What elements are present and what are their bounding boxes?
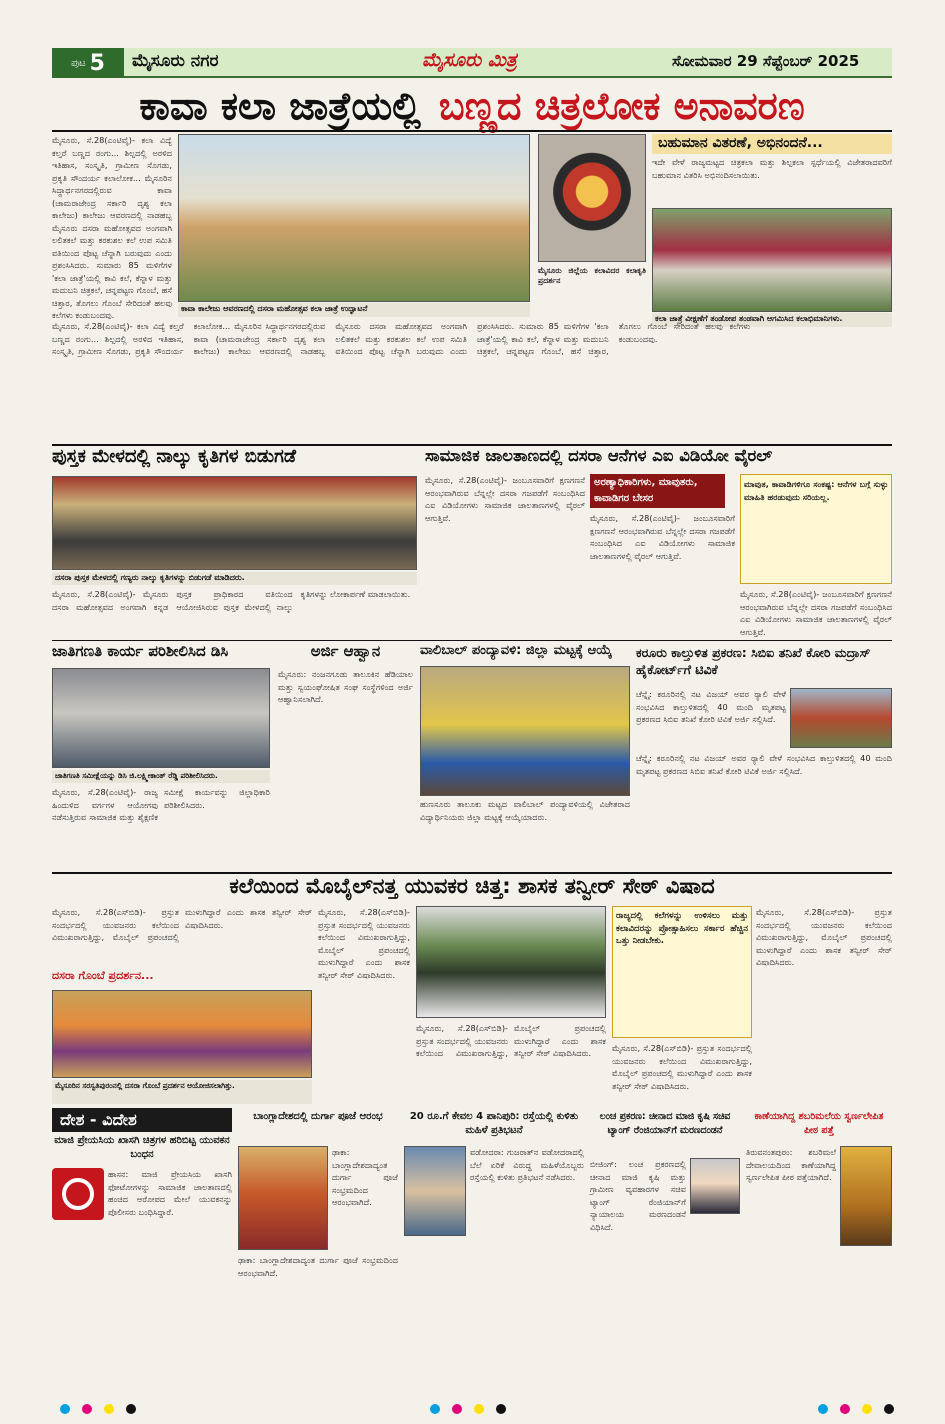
yellow-dot xyxy=(862,1404,872,1414)
award-body: ಇದೇ ವೇಳೆ ರಾಜ್ಯಮಟ್ಟದ ಚಿತ್ರಕಲಾ ಮತ್ತು ಶಿಲ್ಪಕಲಾ ಸ್ಪರ್ಧೆಯಲ್ಲಿ ವಿಜೇತರಾದವರಿಗೆ ಬಹುಮಾನ ವಿತರಿಸಿ ಅಭಿನಂದಿಸಲಾಯಿತು. xyxy=(652,157,892,180)
tanveer-body-3: ಮೈಸೂರು, ಸೆ.28(ಎಸ್‌ಬಿಡಿ)- ಪ್ರಸ್ತುತ ಸಂದರ್ಭದಲ್ಲಿ ಯುವಜನರು ಕಲೆಯಿಂದ ವಿಮುಖರಾಗುತ್ತಿದ್ದು, ಮೊಬೈಲ್ ಪ್ರಪಂಚದಲ್ಲಿ ಮುಳುಗಿದ್ದಾರೆ ಎಂದು ಶಾಸಕ ತನ್ವೀರ್ ಸೇಠ್ ವಿಷಾದಿಸಿದರು. xyxy=(416,1023,606,1058)
brief-headline: ಲಂಚ ಪ್ರಕರಣ: ಚೀನಾದ ಮಾಜಿ ಕೃಷಿ ಸಚಿವ ಟ್ಯಾಂಗ್ ರೆಂಜಿಯಾನ್‌ಗೆ ಮರಣದಂಡನೆ xyxy=(599,1111,731,1136)
story-headline: ಸಾಮಾಜಿಕ ಜಾಲತಾಣದಲ್ಲಿ ದಸರಾ ಆನೆಗಳ ಎಐ ವಿಡಿಯೋ ವೈರಲ್ xyxy=(425,446,773,465)
ai-video-body: ಮೈಸೂರು, ಸೆ.28(ಎಂಟಿವೈ)- ಜಂಬೂಸವಾರಿಗೆ ಕ್ಷಣಗಣನೆ ಆರಂಭವಾಗಿರುವ ಬೆನ್ನಲ್ಲೇ ದಸರಾ ಗಜಪಡೆಗೆ ಸಂಬಂಧಿಸಿದ ಎಐ ವಿಡಿಯೋಗಳು ಸಾಮಾಜಿಕ ಜಾಲತಾಣಗಳಲ್ಲಿ ವೈರಲ್ ಆಗುತ್ತಿವೆ. xyxy=(425,475,585,523)
cyan-dot xyxy=(430,1404,440,1414)
award-title-bar xyxy=(652,134,892,154)
lead-headline-part-1: ಕಾವಾ ಕಲಾ ಜಾತ್ರೆಯಲ್ಲಿ xyxy=(139,84,421,128)
black-dot xyxy=(496,1404,506,1414)
lead-photo xyxy=(178,134,530,302)
tanveer-body-5: ಮೈಸೂರು, ಸೆ.28(ಎಸ್‌ಬಿಡಿ)- ಪ್ರಸ್ತುತ ಸಂದರ್ಭದಲ್ಲಿ ಯುವಜನರು ಕಲೆಯಿಂದ ವಿಮುಖರಾಗುತ್ತಿದ್ದು, ಮೊಬೈಲ್ ಪ್ರಪಂಚದಲ್ಲಿ ಮುಳುಗಿದ್ದಾರೆ ಎಂದು ಶಾಸಕ ತನ್ವೀರ್ ಸೇಠ್ ವಿಷಾದಿಸಿದರು. xyxy=(756,907,892,967)
tanveer-body-2: ಮೈಸೂರು, ಸೆ.28(ಎಸ್‌ಬಿಡಿ)- ಪ್ರಸ್ತುತ ಸಂದರ್ಭದಲ್ಲಿ ಯುವಜನರು ಕಲೆಯಿಂದ ವಿಮುಖರಾಗುತ್ತಿದ್ದು, ಮೊಬೈಲ್ ಪ್ರಪಂಚದಲ್ಲಿ ಮುಳುಗಿದ್ದಾರೆ ಎಂದು ಶಾಸಕ ತನ್ವೀರ್ ಸೇಠ್ ವಿಷಾದಿಸಿದರು. xyxy=(318,907,410,980)
fair-crowd-caption: ಕಲಾ ಜಾತ್ರೆ ವೀಕ್ಷಣೆಗೆ ತಂಡೋಪ ತಂಡವಾಗಿ ಆಗಮಿಸಿದ ಕಲಾಭಿಮಾನಿಗಳು. xyxy=(652,313,892,327)
black-dot xyxy=(884,1404,894,1414)
lead-body-continued: ಮೈಸೂರು, ಸೆ.28(ಎಂಟಿವೈ)- ಕಲಾ ವಿದ್ಯೆ ಕಲ್ತರೆ ಬಣ್ಣದ ರಂಗು... ಶಿಲ್ಪದಲ್ಲಿ ಅರಳಿದ ಇತಿಹಾಸ, ಸಂಸ್ಕೃತಿ, ಗ್ರಾಮೀಣ ಸೊಗಡು, ಪ್ರಕೃತಿ ಸೌಂದರ್ಯ ಕಲಾಲೋಕ... ಮೈಸೂರಿನ ಸಿದ್ಧಾರ್ಥನಗರದಲ್ಲಿರುವ ಕಾವಾ (ಚಾಮರಾಜೇಂದ್ರ ಸರ್ಕಾರಿ ದೃಶ್ಯ ಕಲಾ ಕಾಲೇಜು) ಕಾಲೇಜು ಆವರಣದಲ್ಲಿ ನಾಡಹಬ್ಬ ಮೈಸೂರು ದಸರಾ ಮಹೋತ್ಸವದ ಅಂಗವಾಗಿ ಲಲಿತಕಲೆ ಮತ್ತು ಕರಕುಶಲ ಕಲೆ ಉಪ ಸಮಿತಿ ವತಿಯಿಂದ ಪೊಟ್ಟ ಚೆನ್ನಾಗಿ ಬರುವುದು ಎಂದು ಪ್ರಶಂಸಿಸಿದರು. ಸುಮಾರು 85 ಮಳಿಗೆಗಳ 'ಕಲಾ ಜಾತ್ರೆ'ಯಲ್ಲಿ ಕಾವಿ ಕಲೆ, ಕೆನ್ನಾಳ ಮತ್ತು ಮದುಬನಿ ಚಿತ್ರಕಲೆ, ಚನ್ನಪಟ್ಟಣ ಗೊಂಬೆ, ಹಸೆ ಚಿತ್ತಾರ, ತೊಗಲು ಗೊಂಬೆ ಸೇರಿದಂತೆ ಹಲವು ಕಲೆಗಳು ಕಂಡುಬಂದವು. xyxy=(52,321,751,356)
tanveer-quote: ರಾಜ್ಯದಲ್ಲಿ ಕಲೆಗಳನ್ನು ಉಳಿಸಲು ಮತ್ತು ಕಲಾವಿದರನ್ನು ಪ್ರೋತ್ಸಾಹಿಸಲು ಸರ್ಕಾರ ಹೆಚ್ಚಿನ ಒತ್ತು ನೀಡಬೇಕು. xyxy=(612,906,752,1038)
ai-video-subhead: ಅರಣ್ಯಾಧಿಕಾರಿಗಳು, ಮಾವುತರು, ಕಾವಾಡಿಗರ ಬೇಸರ xyxy=(590,474,725,508)
yellow-dot xyxy=(474,1404,484,1414)
tanveer-body: ಮೈಸೂರು, ಸೆ.28(ಎಸ್‌ಬಿಡಿ)- ಪ್ರಸ್ತುತ ಸಂದರ್ಭದಲ್ಲಿ ಯುವಜನರು ಕಲೆಯಿಂದ ವಿಮುಖರಾಗುತ್ತಿದ್ದು, ಮೊಬೈಲ್ ಪ್ರಪಂಚದಲ್ಲಿ ಮುಳುಗಿದ್ದಾರೆ ಎಂದು ಶಾಸಕ ತನ್ವೀರ್ ಸೇಠ್ ವಿಷಾದಿಸಿದರು. xyxy=(52,907,312,942)
lead-headline-part-2: ಬಣ್ಣದ ಚಿತ್ರಲೋಕ ಅನಾವರಣ xyxy=(438,84,805,128)
magenta-dot xyxy=(452,1404,462,1414)
high-court-photo xyxy=(790,688,892,748)
brief-body: ಹಾಸನ: ಮಾಜಿ ಪ್ರೇಯಸಿಯ ಖಾಸಗಿ ಫೋಟೋಗಳನ್ನು ಸಾಮಾಜಿಕ ಜಾಲತಾಣದಲ್ಲಿ ಹಂಚಿದ ಆರೋಪದ ಮೇಲೆ ಯುವಕನನ್ನು ಪೊಲೀಸರು ಬಂಧಿಸಿದ್ದಾರೆ. xyxy=(108,1169,232,1217)
exhibition-photo xyxy=(416,906,606,1018)
magenta-dot xyxy=(840,1404,850,1414)
award-title: ಬಹುಮಾನ ವಿತರಣೆ, ಅಭಿನಂದನೆ... xyxy=(658,135,823,151)
divider xyxy=(52,130,892,132)
brief-body-2: ಢಾಕಾ: ಬಾಂಗ್ಲಾದೇಶದಾದ್ಯಂತ ದುರ್ಗಾ ಪೂಜೆ ಸಂಭ್ರಮದಿಂದ ಆರಂಭವಾಗಿದೆ. xyxy=(238,1255,398,1278)
brief-body: ಢಾಕಾ: ಬಾಂಗ್ಲಾದೇಶದಾದ್ಯಂತ ದುರ್ಗಾ ಪೂಜೆ ಸಂಭ್ರಮದಿಂದ ಆರಂಭವಾಗಿದೆ. xyxy=(332,1147,398,1207)
fair-crowd-photo xyxy=(652,208,892,312)
yellow-dot xyxy=(104,1404,114,1414)
brief-headline: 20 ರೂ.ಗೆ ಕೇವಲ 4 ಪಾನಿಪುರಿ: ರಸ್ತೆಯಲ್ಲಿ ಕುಳಿತು ಮಹಿಳೆ ಪ್ರತಿಭಟನೆ xyxy=(409,1111,579,1136)
page-number: 5 xyxy=(89,50,105,76)
doll-show-photo xyxy=(52,990,312,1078)
magenta-dot xyxy=(82,1404,92,1414)
story-headline: ಪುಸ್ತಕ ಮೇಳದಲ್ಲಿ ನಾಲ್ಕು ಕೃತಿಗಳ ಬಿಡುಗಡೆ xyxy=(52,446,297,467)
karur-body-2: ಚೆನ್ನೈ: ಕರೂರಿನಲ್ಲಿ ನಟ ವಿಜಯ್ ಅವರ ರ‍್ಯಾಲಿ ವೇಳೆ ಸಂಭವಿಸಿದ ಕಾಲ್ತುಳಿತದಲ್ಲಿ 40 ಮಂದಿ ಮೃತಪಟ್ಟ ಪ್ರಕರಣದ ಸಿಬಿಐ ತನಿಖೆ ಕೋರಿ ಟಿವಿಕೆ ಅರ್ಜಿ ಸಲ್ಲಿಸಿದೆ. xyxy=(636,753,892,776)
section-banner: ದೇಶ - ವಿದೇಶ xyxy=(52,1108,232,1132)
page-label: ಪುಟ xyxy=(71,57,86,69)
doll-show-caption: ಮೈಸೂರಿನ ಸರಸ್ವತಿಪುರಂನಲ್ಲಿ ದಸರಾ ಗೊಂಬೆ ಪ್ರದರ್ಶನ ಆಯೋಜಿಸಲಾಗಿತ್ತು. xyxy=(52,1080,312,1104)
brief-headline: ಬಾಂಗ್ಲಾದೇಶದಲ್ಲಿ ದುರ್ಗಾ ಪೂಜೆ ಆರಂಭ xyxy=(253,1111,383,1122)
cyan-dot xyxy=(60,1404,70,1414)
artwork-caption: ಮೈಸೂರು ಜಿಲ್ಲೆಯ ಕಲಾವಿದರ ಕಲಾಕೃತಿ ಪ್ರದರ್ಶನ xyxy=(538,266,646,285)
page-number-badge xyxy=(52,48,124,78)
ai-video-body-3: ಮೈಸೂರು, ಸೆ.28(ಎಂಟಿವೈ)- ಜಂಬೂಸವಾರಿಗೆ ಕ್ಷಣಗಣನೆ ಆರಂಭವಾಗಿರುವ ಬೆನ್ನಲ್ಲೇ ದಸರಾ ಗಜಪಡೆಗೆ ಸಂಬಂಧಿಸಿದ ಎಐ ವಿಡಿಯೋಗಳು ಸಾಮಾಜಿಕ ಜಾಲತಾಣಗಳಲ್ಲಿ ವೈರಲ್ ಆಗುತ್ತಿವೆ. xyxy=(740,589,892,637)
phone-ban-icon xyxy=(52,1168,104,1220)
lead-photo-caption: ಕಾವಾ ಕಾಲೇಜು ಆವರಣದಲ್ಲಿ ದಸರಾ ಮಹೋತ್ಸವ ಕಲಾ ಜಾತ್ರೆ ಉದ್ಘಾಟನೆ xyxy=(178,303,530,317)
book-fair-photo xyxy=(52,476,417,570)
panipuri-photo xyxy=(404,1146,466,1236)
artwork-photo xyxy=(538,134,646,262)
brief-headline: ಕಾಣೆಯಾಗಿದ್ದ ಶಬರಿಮಲೆಯ ಸ್ವರ್ಣಲೇಪಿತ ಪೀಠ ಪತ್ತೆ xyxy=(754,1111,884,1136)
registration-marks xyxy=(60,1404,136,1414)
caste-census-body: ಮೈಸೂರು, ಸೆ.28(ಎಂಟಿವೈ)- ರಾಜ್ಯ ಹಿಂದುಳಿದ ವರ್ಗಗಳ ಆಯೋಗವು ನಡೆಸುತ್ತಿರುವ ಸಾಮಾಜಿಕ ಮತ್ತು ಶೈಕ್ಷಣಿಕ ಸಮೀಕ್ಷೆ ಕಾರ್ಯವನ್ನು ಜಿಲ್ಲಾಧಿಕಾರಿ ಪರಿಶೀಲಿಸಿದರು. xyxy=(52,787,270,822)
brief-headline: ಮಾಜಿ ಪ್ರೇಯಸಿಯ ಖಾಸಗಿ ಚಿತ್ರಗಳ ಹರಿಬಿಟ್ಟ ಯುವಕನ ಬಂಧನ xyxy=(54,1135,230,1160)
story-headline: ಕರೂರು ಕಾಲ್ತುಳಿತ ಪ್ರಕರಣ: ಸಿಬಿಐ ತನಿಖೆ ಕೋರಿ ಮದ್ರಾಸ್ ಹೈಕೋರ್ಟ್‌ಗೆ ಟಿವಿಕೆ xyxy=(636,645,871,677)
cyan-dot xyxy=(818,1404,828,1414)
divider xyxy=(52,640,892,641)
minister-photo xyxy=(690,1158,740,1214)
sabarimala-photo xyxy=(840,1146,892,1246)
book-fair-body: ಮೈಸೂರು, ಸೆ.28(ಎಂಟಿವೈ)- ಮೈಸೂರು ದಸರಾ ಮಹೋತ್ಸವದ ಅಂಗವಾಗಿ ಕನ್ನಡ ಪುಸ್ತಕ ಪ್ರಾಧಿಕಾರದ ವತಿಯಿಂದ ಆಯೋಜಿಸಿರುವ ಪುಸ್ತಕ ಮೇಳದಲ್ಲಿ ನಾಲ್ಕು ಕೃತಿಗಳನ್ನು ಲೋಕಾರ್ಪಣೆ ಮಾಡಲಾಯಿತು. xyxy=(52,589,411,612)
lead-headline xyxy=(52,84,892,128)
edition-date: ಸೋಮವಾರ 29 ಸೆಪ್ಟೆಂಬರ್ 2025 xyxy=(672,52,860,70)
ai-video-body-2: ಮೈಸೂರು, ಸೆ.28(ಎಂಟಿವೈ)- ಜಂಬೂಸವಾರಿಗೆ ಕ್ಷಣಗಣನೆ ಆರಂಭವಾಗಿರುವ ಬೆನ್ನಲ್ಲೇ ದಸರಾ ಗಜಪಡೆಗೆ ಸಂಬಂಧಿಸಿದ ಎಐ ವಿಡಿಯೋಗಳು ಸಾಮಾಜಿಕ ಜಾಲತಾಣಗಳಲ್ಲಿ ವೈರಲ್ ಆಗುತ್ತಿವೆ. xyxy=(590,513,735,561)
section-name: ಮೈಸೂರು ನಗರ xyxy=(132,51,219,71)
caste-census-photo xyxy=(52,668,270,768)
masthead xyxy=(52,48,892,78)
ai-video-side-box: ಮಾವುತ, ಕಾವಾಡಿಗಳಿಗೂ ಸಂಕಷ್ಟ: ಆನೆಗಳ ಬಗ್ಗೆ ಸುಳ್ಳು ಮಾಹಿತಿ ಹರಡುವುದು ಸರಿಯಲ್ಲ. xyxy=(740,474,892,584)
volleyball-photo xyxy=(420,666,630,796)
book-fair-caption: ದಸರಾ ಪುಸ್ತಕ ಮೇಳದಲ್ಲಿ ಗಣ್ಯರು ನಾಲ್ಕು ಕೃತಿಗಳನ್ನು ಬಿಡುಗಡೆ ಮಾಡಿದರು. xyxy=(52,572,417,585)
lead-body: ಮೈಸೂರು, ಸೆ.28(ಎಂಟಿವೈ)- ಕಲಾ ವಿದ್ಯೆ ಕಲ್ತರೆ ಬಣ್ಣದ ರಂಗು... ಶಿಲ್ಪದಲ್ಲಿ ಅರಳಿದ ಇತಿಹಾಸ, ಸಂಸ್ಕೃತಿ, ಗ್ರಾಮೀಣ ಸೊಗಡು, ಪ್ರಕೃತಿ ಸೌಂದರ್ಯ ಕಲಾಲೋಕ... ಮೈಸೂರಿನ ಸಿದ್ಧಾರ್ಥನಗರದಲ್ಲಿರುವ ಕಾವಾ (ಚಾಮರಾಜೇಂದ್ರ ಸರ್ಕಾರಿ ದೃಶ್ಯ ಕಲಾ ಕಾಲೇಜು) ಕಾಲೇಜು ಆವರಣದಲ್ಲಿ ನಾಡಹಬ್ಬ ಮೈಸೂರು ದಸರಾ ಮಹೋತ್ಸವದ ಅಂಗವಾಗಿ ಲಲಿತಕಲೆ ಮತ್ತು ಕರಕುಶಲ ಕಲೆ ಉಪ ಸಮಿತಿ ವತಿಯಿಂದ ಪೊಟ್ಟ ಚೆನ್ನಾಗಿ ಬರುವುದು ಎಂದು ಪ್ರಶಂಸಿಸಿದರು. ಸುಮಾರು 85 ಮಳಿಗೆಗಳ 'ಕಲಾ ಜಾತ್ರೆ'ಯಲ್ಲಿ ಕಾವಿ ಕಲೆ, ಕೆನ್ನಾಳ ಮತ್ತು ಮದುಬನಿ ಚಿತ್ರಕಲೆ, ಚನ್ನಪಟ್ಟಣ ಗೊಂಬೆ, ಹಸೆ ಚಿತ್ತಾರ, ತೊಗಲು ಗೊಂಬೆ ಸೇರಿದಂತೆ ಹಲವು ಕಲೆಗಳು ಕಂಡುಬಂದವು. xyxy=(52,135,172,320)
volleyball-body: ಹುಣಸೂರು ತಾಲೂಕು ಮಟ್ಟದ ವಾಲಿಬಾಲ್ ಪಂದ್ಯಾವಳಿಯಲ್ಲಿ ವಿಜೇತರಾದ ವಿದ್ಯಾರ್ಥಿನಿಯರು ಜಿಲ್ಲಾ ಮಟ್ಟಕ್ಕೆ ಆಯ್ಕೆಯಾದರು. xyxy=(420,799,630,822)
story-headline: ಜಾತಿಗಣತಿ ಕಾರ್ಯ ಪರಿಶೀಲಿಸಿದ ಡಿಸಿ xyxy=(52,642,229,660)
story-headline: ಅರ್ಜಿ ಆಹ್ವಾನ xyxy=(310,642,381,660)
brief-body: ವಡೋದರಾ: ಗುಜರಾತ್‌ನ ವಡೋದರಾದಲ್ಲಿ ಬೆಲೆ ಏರಿಕೆ ವಿರುದ್ಧ ಮಹಿಳೆಯೊಬ್ಬರು ರಸ್ತೆಯಲ್ಲಿ ಕುಳಿತು ಪ್ರತಿಭಟನೆ ನಡೆಸಿದರು. xyxy=(470,1147,584,1182)
notice-body: ಮೈಸೂರು: ನಂಜನಗೂಡು ತಾಲೂಕಿನ ಹೆಡಿಯಾಲ ಮತ್ತು ಸ್ವಯಂಘೋಷಿತ ಸಂಘ ಸಂಸ್ಥೆಗಳಿಂದ ಅರ್ಜಿ ಆಹ್ವಾನಿಸಲಾಗಿದೆ. xyxy=(278,669,413,704)
story-headline: ಕಲೆಯಿಂದ ಮೊಬೈಲ್‌ನತ್ತ ಯುವಕರ ಚಿತ್ತ: ಶಾಸಕ ತನ್ವೀರ್ ಸೇಠ್ ವಿಷಾದ xyxy=(229,874,715,898)
black-dot xyxy=(126,1404,136,1414)
brief-body: ತಿರುವನಂತಪುರಂ: ಶಬರಿಮಲೆ ದೇವಾಲಯದಿಂದ ಕಾಣೆಯಾಗಿದ್ದ ಸ್ವರ್ಣಲೇಪಿತ ಪೀಠ ಪತ್ತೆಯಾಗಿದೆ. xyxy=(746,1147,836,1182)
story-headline: ದಸರಾ ಗೊಂಬೆ ಪ್ರದರ್ಶನ... xyxy=(52,969,154,982)
karur-body: ಚೆನ್ನೈ: ಕರೂರಿನಲ್ಲಿ ನಟ ವಿಜಯ್ ಅವರ ರ‍್ಯಾಲಿ ವೇಳೆ ಸಂಭವಿಸಿದ ಕಾಲ್ತುಳಿತದಲ್ಲಿ 40 ಮಂದಿ ಮೃತಪಟ್ಟ ಪ್ರಕರಣದ ಸಿಬಿಐ ತನಿಖೆ ಕೋರಿ ಟಿವಿಕೆ ಅರ್ಜಿ ಸಲ್ಲಿಸಿದೆ. xyxy=(636,689,786,724)
registration-marks xyxy=(818,1404,894,1414)
story-headline: ವಾಲಿಬಾಲ್ ಪಂದ್ಯಾವಳಿ: ಜಿಲ್ಲಾ ಮಟ್ಟಕ್ಕೆ ಆಯ್ಕೆ xyxy=(420,643,612,658)
newspaper-name: ಮೈಸೂರು ಮಿತ್ರ xyxy=(422,49,517,71)
durga-puja-photo xyxy=(238,1146,328,1250)
tanveer-body-4: ಮೈಸೂರು, ಸೆ.28(ಎಸ್‌ಬಿಡಿ)- ಪ್ರಸ್ತುತ ಸಂದರ್ಭದಲ್ಲಿ ಯುವಜನರು ಕಲೆಯಿಂದ ವಿಮುಖರಾಗುತ್ತಿದ್ದು, ಮೊಬೈಲ್ ಪ್ರಪಂಚದಲ್ಲಿ ಮುಳುಗಿದ್ದಾರೆ ಎಂದು ಶಾಸಕ ತನ್ವೀರ್ ಸೇಠ್ ವಿಷಾದಿಸಿದರು. xyxy=(612,1043,752,1091)
caste-census-caption: ಜಾತಿಗಣತಿ ಸಮೀಕ್ಷೆಯನ್ನು ಡಿಸಿ ಜಿ.ಲಕ್ಷ್ಮೀಕಾಂತ್ ರೆಡ್ಡಿ ಪರಿಶೀಲಿಸಿದರು. xyxy=(52,770,270,783)
brief-body: ಬೀಜಿಂಗ್: ಲಂಚ ಪ್ರಕರಣದಲ್ಲಿ ಚೀನಾದ ಮಾಜಿ ಕೃಷಿ ಮತ್ತು ಗ್ರಾಮೀಣ ವ್ಯವಹಾರಗಳ ಸಚಿವ ಟ್ಯಾಂಗ್ ರೆಂಜಿಯಾನ್‌ಗೆ ನ್ಯಾಯಾಲಯ ಮರಣದಂಡನೆ ವಿಧಿಸಿದೆ. xyxy=(590,1159,686,1232)
registration-marks xyxy=(430,1404,506,1414)
